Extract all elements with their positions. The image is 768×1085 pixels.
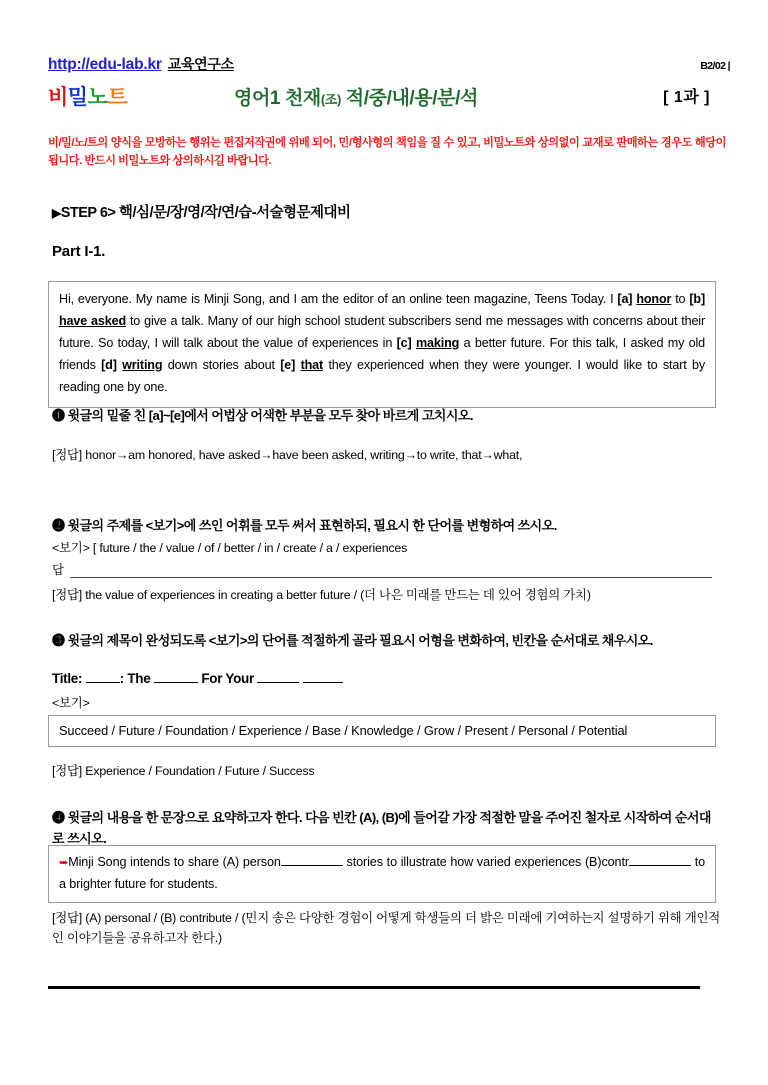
question-4-answer: [정답] (A) personal / (B) contribute / (민지 송은 다양한 경험이 어떻게 학생들의 더 밝은 미래에 기여하는지 설명하기 위해 개인적인 이야기들을 공유하고자 한다.) bbox=[52, 911, 720, 946]
question-2-wordbank: <보기> [ future / the / value / of / better / in / create / a / experiences bbox=[52, 541, 408, 555]
title-blank-3[interactable] bbox=[257, 682, 299, 683]
question-4-prompt: ❹ 윗글의 내용을 한 문장으로 요약하고자 한다. 다음 빈칸 (A), (B)에 들어갈 가장 적절한 말을 주어진 철자로 시작하여 순서대로 쓰시오. bbox=[52, 810, 711, 846]
site-url-link[interactable]: http://edu-lab.kr bbox=[48, 56, 162, 73]
logo-char-2: 밀 bbox=[67, 86, 88, 109]
logo-char-1: 비 bbox=[48, 86, 68, 109]
passage-seg-5: down stories about bbox=[162, 357, 281, 372]
passage-seg-4: a better future. For this talk, I asked my old friends bbox=[59, 335, 705, 372]
passage-underline-e: that bbox=[300, 357, 324, 372]
title-mid-2: For Your bbox=[201, 671, 254, 686]
question-3-prompt: ❸ 윗글의 제목이 완성되도록 <보기>의 단어를 적절하게 골라 필요시 어형을 변화하여, 빈칸을 순서대로 채우시오. bbox=[52, 633, 653, 648]
reading-passage-box bbox=[48, 281, 716, 408]
passage-tag-c: [c] bbox=[396, 335, 412, 350]
document-header bbox=[48, 52, 732, 109]
passage-tag-d: [d] bbox=[101, 357, 117, 372]
summary-blank-b[interactable] bbox=[629, 865, 691, 866]
question-2-answer-row bbox=[52, 560, 712, 578]
site-line bbox=[48, 52, 732, 74]
site-org-label: 교육연구소 bbox=[167, 56, 234, 72]
question-2-prompt: ❷ 윗글의 주제를 <보기>에 쓰인 어휘를 모두 써서 표현하되, 필요시 한 단어를 변형하여 쓰시오. bbox=[52, 518, 557, 533]
question-1-prompt: ❶ 윗글의 밑줄 친 [a]~[e]에서 어법상 어색한 부분을 모두 찾아 바르게 고치시오. bbox=[52, 408, 473, 423]
question-3-word-bank-box: Succeed / Future / Foundation / Experience / Base / Knowledge / Grow / Present / Personal / Potential bbox=[48, 715, 716, 747]
answer-label: 답 bbox=[52, 563, 64, 577]
summary-seg-1: Minji Song intends to share (A) person bbox=[68, 855, 281, 869]
step-heading bbox=[52, 201, 351, 222]
summary-seg-3: to a brighter future for students. bbox=[59, 855, 705, 891]
step-label: STEP 6> 핵/심/문/장/영/작/연/습-서술형문제대비 bbox=[60, 205, 351, 221]
course-title-main: 영어1 천재 bbox=[234, 88, 321, 109]
question-1-answer: [정답] honor→am honored, have asked→have been asked, writing→to write, that→what, bbox=[52, 448, 523, 462]
course-title bbox=[234, 83, 478, 110]
summary-seg-2: stories to illustrate how varied experiences (B)contr bbox=[342, 855, 629, 869]
bottom-divider bbox=[48, 986, 700, 989]
question-2-answer: [정답] the value of experiences in creating a better future / (더 나은 미래를 만드는 데 있어 경험의 가치) bbox=[52, 588, 591, 602]
title-prefix: Title: bbox=[52, 671, 83, 686]
logo-char-4: 트 bbox=[107, 86, 128, 109]
brand-logo bbox=[48, 81, 127, 111]
passage-underline-d: writing bbox=[122, 357, 163, 372]
page-code-label: B2/02 | bbox=[700, 60, 730, 72]
lesson-tag: [ 1과 ] bbox=[663, 89, 710, 106]
triangle-icon: ▶ bbox=[52, 206, 61, 220]
passage-underline-c: making bbox=[415, 335, 460, 350]
question-3-answer: [정답] Experience / Foundation / Future / Success bbox=[52, 764, 315, 778]
passage-seg-2: to bbox=[671, 292, 690, 306]
course-title-rest: 적/중/내/용/분/석 bbox=[340, 88, 478, 109]
question-3-bogi-label: <보기> bbox=[52, 696, 90, 710]
passage-tag-a: [a] bbox=[617, 292, 633, 306]
summary-blank-a[interactable] bbox=[281, 865, 343, 866]
title-blank-4[interactable] bbox=[303, 682, 343, 683]
logo-char-3: 노 bbox=[87, 86, 108, 109]
passage-tag-b: [b] bbox=[689, 292, 705, 306]
title-blank-1[interactable] bbox=[86, 682, 120, 683]
passage-tag-e: [e] bbox=[280, 357, 296, 372]
publisher-sub: (조) bbox=[320, 92, 341, 107]
copyright-notice: 비/밀/노/트의 양식을 모방하는 행위는 편집저작권에 위배 되어, 민/형사형의 책임을 질 수 있고, 비밀노트와 상의없이 교재로 판매하는 경우도 해당이 됩니다. 반드시 비밀노트와 상의하시길 바랍니다. bbox=[48, 137, 726, 168]
title-mid-1: : The bbox=[119, 671, 151, 686]
title-row bbox=[48, 81, 732, 109]
passage-underline-b: have asked bbox=[59, 313, 127, 328]
arrow-right-icon: ➥ bbox=[59, 857, 68, 869]
answer-write-line[interactable] bbox=[70, 563, 712, 578]
passage-seg-1: Hi, everyone. My name is Minji Song, and I am the editor of an online teen magazine, Teens Today. I bbox=[59, 292, 618, 306]
question-3-title-line bbox=[52, 671, 343, 686]
passage-underline-a: honor bbox=[636, 292, 672, 306]
passage-seg-6: they experienced when they were younger. I would like to start by reading one by one. bbox=[59, 357, 706, 394]
question-4-summary-box bbox=[48, 845, 716, 903]
title-blank-2[interactable] bbox=[154, 682, 198, 683]
part-heading: Part I-1. bbox=[52, 243, 106, 260]
passage-seg-3: to give a talk. Many of our high school student subscribers send me messages with concerns about their future. So today, I will talk about the value of experiences in bbox=[59, 313, 705, 350]
